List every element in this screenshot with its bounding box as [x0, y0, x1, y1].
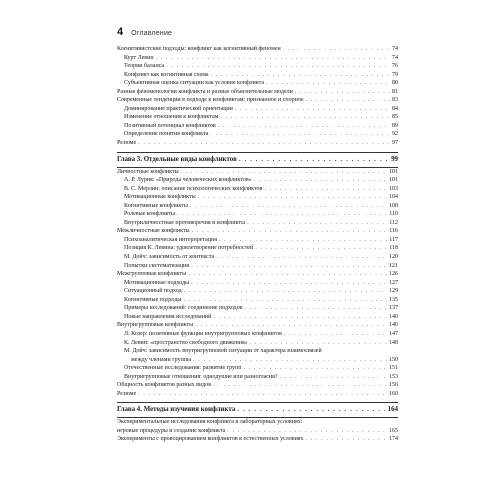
- toc-entry-page: 76: [392, 63, 398, 70]
- toc-entry: [117, 313, 398, 322]
- toc-entry-page: 118: [389, 245, 398, 252]
- toc-entry: [117, 139, 398, 148]
- leader-dots: [193, 356, 387, 365]
- leader-dots: [283, 45, 390, 54]
- toc-entry-title: Мотивационные конфликты: [124, 194, 196, 201]
- toc-entry-page: 148: [389, 339, 398, 346]
- toc-entry-page: 147: [389, 330, 398, 337]
- toc-entry-title: Когнитивистские подходы: конфликт как когнитивный феномен: [117, 46, 281, 52]
- toc-entry-page: 79: [392, 71, 398, 78]
- toc-entry-page: 150: [389, 356, 398, 363]
- leader-dots: [211, 71, 390, 80]
- toc-entry-page: 112: [389, 219, 398, 226]
- toc-entry-title: Определение понятия конфликта: [124, 131, 209, 138]
- toc-entry-page: 80: [392, 80, 398, 87]
- leader-dots: [192, 227, 388, 236]
- toc-entry: [117, 244, 398, 253]
- toc-entry: [117, 105, 398, 114]
- toc-entry-page: 129: [389, 288, 398, 295]
- toc-entry-title: Когнитивные подходы: [124, 296, 182, 303]
- toc-chapter-entry: [117, 152, 398, 168]
- toc-entry: [117, 253, 398, 262]
- toc-chapter-entry: [117, 402, 398, 418]
- toc-entry: [117, 130, 398, 139]
- toc-entry: [117, 356, 398, 365]
- toc-entry-title: Внутриличностные противоречия и конфликты: [124, 219, 246, 226]
- toc-entry-page: 174: [389, 436, 398, 443]
- toc-entry-page: 165: [389, 427, 398, 434]
- leader-dots: [284, 330, 387, 339]
- leader-dots: [138, 390, 387, 399]
- toc-entry-page: 74: [392, 54, 398, 61]
- toc-entry-page: 146: [389, 322, 398, 329]
- toc-entry: [117, 330, 398, 339]
- toc-entry-page: 97: [392, 140, 398, 147]
- leader-dots: [213, 313, 387, 322]
- leader-dots: [191, 279, 387, 288]
- toc-entry-page: 127: [389, 279, 398, 286]
- toc-entry-title: Общность конфликтов разных видов: [117, 382, 212, 389]
- leader-dots: [216, 253, 387, 262]
- toc-entry: [117, 113, 398, 122]
- toc-entry-page: 135: [389, 296, 398, 303]
- toc-entry: [117, 193, 398, 202]
- toc-entry-title: Курт Левин: [124, 54, 154, 61]
- toc-entry-title: Ролевые конфликты: [124, 211, 176, 218]
- leader-dots: [195, 321, 387, 330]
- toc-entry-title: Конфликт как когнитивная схема: [124, 71, 209, 78]
- toc-entry: [117, 347, 398, 356]
- toc-entry-title: Примеры исследований: соединение подходов: [124, 305, 243, 312]
- toc-entry: [117, 122, 398, 131]
- toc-entry-title: Глава 4. Методы изучения конфликта: [117, 406, 236, 414]
- toc-entry-page: 156: [389, 382, 398, 389]
- toc-entry: [117, 210, 398, 219]
- toc-entry: [117, 227, 398, 236]
- leader-dots: [250, 339, 387, 348]
- toc-entry-title: Отечественные исследования: развитие групп: [124, 365, 242, 372]
- leader-dots: [266, 79, 390, 88]
- leader-dots: [138, 139, 390, 148]
- toc-entry-page: 101: [389, 168, 398, 175]
- toc-entry: [117, 321, 398, 330]
- leader-dots: [239, 153, 389, 167]
- leader-dots: [235, 105, 390, 114]
- toc-entry: [117, 279, 398, 288]
- leader-dots: [210, 130, 390, 139]
- toc-entry-page: 140: [389, 313, 398, 320]
- toc-entry-title: В. С. Мерлин: описание психологических конфликтов: [124, 185, 263, 192]
- toc-entry-title: Мотивационные подходы: [124, 279, 190, 286]
- toc-entry: [117, 176, 398, 185]
- toc-entry-title: Внутригрупповые отношения: однодушие или разногласия?: [124, 373, 278, 380]
- toc-entry-page: 116: [389, 228, 398, 235]
- toc-entry-page: 83: [392, 97, 398, 104]
- toc-entry: [117, 418, 398, 427]
- toc-entry-title: М. Дойч: зависимость от контекста: [124, 254, 215, 261]
- toc-entry: [117, 202, 398, 211]
- toc-entry-page: 108: [389, 202, 398, 209]
- leader-dots: [255, 244, 387, 253]
- toc-entry-title: игровые процедуры и создание конфликта: [117, 427, 226, 434]
- toc-entry-page: 160: [389, 390, 398, 397]
- toc-entry-page: 101: [389, 177, 398, 184]
- toc-entry-title: Л. Козер: позитивные функции внутригрупповых конфликтов: [124, 330, 282, 337]
- toc-entry-page: 103: [389, 185, 398, 192]
- toc-entry-page: 99: [391, 155, 398, 163]
- leader-dots: [166, 62, 390, 71]
- leader-dots: [191, 262, 387, 271]
- toc-entry-title: Субъективная оценка ситуации как условие конфликта: [124, 80, 265, 87]
- leader-dots: [183, 296, 387, 305]
- toc-entry-title: Личностные конфликты: [117, 168, 179, 175]
- leader-dots: [264, 185, 387, 194]
- leader-dots: [280, 373, 387, 382]
- toc-entry-title: Позиция К. Левина: удовлетворение потребностей: [124, 245, 254, 252]
- toc-entry: [117, 287, 398, 296]
- toc-entry-title: А. Р. Лурия: «Природа человеческих конфликтов»: [124, 177, 252, 184]
- toc-entry: [117, 45, 398, 54]
- toc-entry-title: Теории баланса: [124, 63, 165, 70]
- leader-dots: [219, 236, 387, 245]
- toc-entry-title: Межгрупповые конфликты: [117, 271, 187, 278]
- toc-entry: [117, 236, 398, 245]
- leader-dots: [237, 403, 385, 417]
- leader-dots: [218, 122, 390, 131]
- toc-entry-title: Глава 3. Отдельные виды конфликтов: [117, 155, 237, 163]
- toc-entry-page: 153: [389, 373, 398, 380]
- toc-entry-title: К. Левин: «пространство свободного движения»: [124, 339, 248, 346]
- leader-dots: [306, 96, 390, 105]
- toc-entry: [117, 390, 398, 399]
- toc-entry-title: Эксперименты с провоцированием конфликтов в естественных условиях: [117, 436, 304, 443]
- toc-entry: [117, 54, 398, 63]
- toc-entry-title: Попытки систематизации: [124, 262, 190, 269]
- toc-entry-title: Экспериментальные исследования конфликта в лабораторных условиях:: [117, 419, 303, 426]
- toc-entry-title: между членами группы: [131, 356, 192, 363]
- leader-dots: [227, 427, 387, 436]
- toc-entry-page: 74: [392, 46, 398, 52]
- leader-dots: [243, 364, 387, 373]
- toc-entry: [117, 262, 398, 271]
- leader-dots: [254, 176, 387, 185]
- toc-entry-title: Разные феноменологии конфликта и разные объяснительные модели: [117, 88, 293, 95]
- toc-entry-page: 126: [389, 271, 398, 278]
- leader-dots: [188, 270, 387, 279]
- leader-dots: [181, 168, 387, 177]
- leader-dots: [213, 381, 387, 390]
- toc-entry: [117, 427, 398, 436]
- toc-entry-page: 85: [392, 114, 398, 121]
- toc-entry: [117, 364, 398, 373]
- toc-entry: [117, 62, 398, 71]
- toc-entry-title: Изменение отношения к конфликтам: [124, 114, 219, 121]
- toc-entry-page: 84: [392, 105, 398, 112]
- leader-dots: [245, 304, 387, 313]
- toc-entry: [117, 168, 398, 177]
- leader-dots: [184, 287, 387, 296]
- toc-entry-title: Межличностные конфликты: [117, 228, 190, 235]
- toc-entry-title: Ситуационный подход: [124, 288, 182, 295]
- toc-entry-page: 117: [389, 236, 398, 243]
- leader-dots: [295, 88, 390, 97]
- toc-entry: [117, 304, 398, 313]
- toc-entry: [117, 381, 398, 390]
- toc-entry: [117, 373, 398, 382]
- toc-entry-page: 137: [389, 305, 398, 312]
- toc-entry: [117, 79, 398, 88]
- toc-entry: [117, 296, 398, 305]
- toc-entry-page: 120: [389, 254, 398, 261]
- toc-entry-page: 164: [387, 406, 398, 414]
- toc-entry-title: М. Дойч: зависимость внутригрупповой ситуации от характера взаимосвязей: [124, 348, 322, 355]
- toc-entry: [117, 219, 398, 228]
- table-of-contents: [117, 45, 398, 444]
- leader-dots: [156, 54, 390, 63]
- page-number: 4: [117, 26, 124, 38]
- toc-entry-title: Психоаналитическая интерпретация: [124, 236, 217, 243]
- toc-entry-title: Новые направления исследований: [124, 313, 212, 320]
- toc-entry-page: 92: [392, 131, 398, 138]
- toc-entry-title: Современные тенденции в подходе к конфликтам: признанное и спорное: [117, 97, 304, 104]
- toc-entry-page: 104: [389, 194, 398, 201]
- toc-entry-page: 81: [392, 88, 398, 95]
- leader-dots: [220, 113, 390, 122]
- toc-entry: [117, 88, 398, 97]
- toc-entry-title: Доминирование практической ориентации: [124, 105, 233, 112]
- toc-entry-page: 110: [389, 211, 398, 218]
- toc-entry-page: 89: [392, 122, 398, 129]
- page-header: [117, 26, 397, 40]
- toc-entry-title: Внутригрупповые конфликты: [117, 322, 194, 329]
- toc-entry-page: 151: [389, 365, 398, 372]
- leader-dots: [306, 435, 387, 444]
- toc-entry-title: Когнитивные конфликты: [124, 202, 188, 209]
- running-title: Оглавление: [131, 30, 173, 37]
- toc-entry-title: Резюме: [117, 390, 137, 397]
- toc-entry-title: Резюме: [117, 140, 137, 147]
- toc-entry: [117, 96, 398, 105]
- leader-dots: [198, 193, 387, 202]
- leader-dots: [247, 219, 387, 228]
- toc-entry: [117, 435, 398, 444]
- leader-dots: [177, 210, 387, 219]
- toc-entry-page: 121: [389, 262, 398, 269]
- toc-entry: [117, 270, 398, 279]
- toc-entry: [117, 71, 398, 80]
- toc-entry-title: Позитивный потенциал конфликтов: [124, 122, 216, 129]
- toc-entry: [117, 339, 398, 348]
- toc-entry: [117, 185, 398, 194]
- leader-dots: [190, 202, 387, 211]
